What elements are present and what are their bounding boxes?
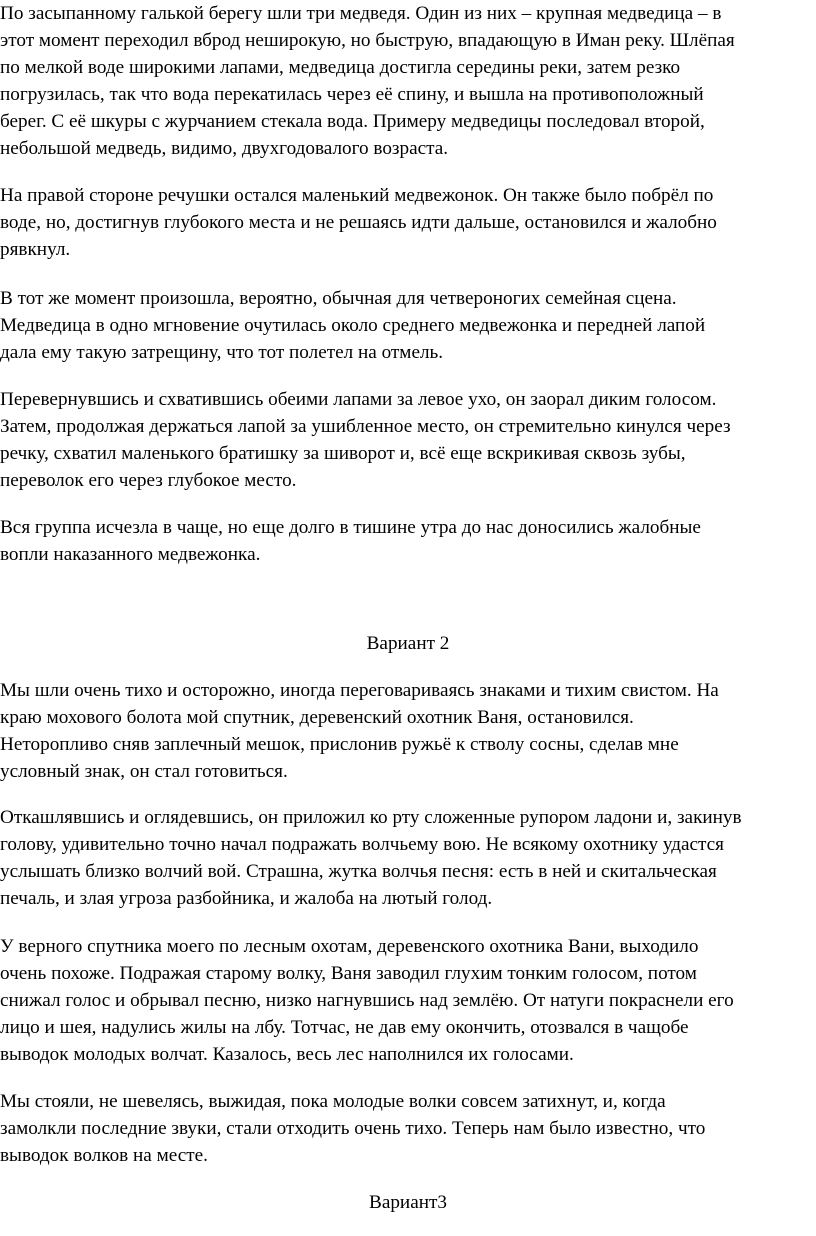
text-line: Мы стояли, не шевелясь, выжидая, пока молодые волки совсем затихнут, и, когда (0, 1091, 666, 1112)
variant2-paragraph-3 (0, 933, 806, 1068)
text-line: На правой стороне речушки остался маленький медвежонок. Он также было побрёл по (0, 185, 714, 206)
text-line: услышать близко волчий вой. Страшна, жутка волчья песня: есть в ней и скитальческая (0, 861, 717, 882)
text-line: Медведица в одно мгновение очутилась около среднего медвежонка и передней лапой (0, 315, 706, 336)
text-line: краю мохового болота мой спутник, деревенский охотник Ваня, остановился. (0, 707, 634, 728)
text-line: выводок волков на месте. (0, 1145, 208, 1166)
text-line: выводок молодых волчат. Казалось, весь лес наполнился их голосами. (0, 1044, 574, 1065)
text-line: снижал голос и обрывал песню, низко нагнувшись над землёю. От натуги покраснели его (0, 990, 734, 1011)
variant2-paragraph-1 (0, 677, 806, 785)
text-line: рявкнул. (0, 239, 71, 260)
text-line: этот момент переходил вброд неширокую, но быструю, впадающую в Иман реку. Шлёпая (0, 30, 735, 51)
variant1-paragraph-5 (0, 514, 806, 568)
text-line: Неторопливо сняв заплечный мешок, прислонив ружьё к стволу сосны, сделав мне (0, 734, 679, 755)
variant1-paragraph-3 (0, 285, 806, 366)
text-line: По засыпанному галькой берегу шли три медведя. Один из них – крупная медведица – в (0, 3, 722, 24)
text-line: по мелкой воде широкими лапами, медведица достигла середины реки, затем резко (0, 57, 681, 78)
text-line: Откашлявшись и оглядевшись, он приложил ко рту сложенные рупором ладони и, закинув (0, 807, 742, 828)
text-line: небольшой медведь, видимо, двухгодовалого возраста. (0, 138, 449, 159)
variant2-paragraph-4 (0, 1088, 806, 1169)
variant1-paragraph-2 (0, 182, 806, 263)
text-line: речку, схватил маленького братишку за шиворот и, всё еще вскрикивая сквозь зубы, (0, 443, 686, 464)
text-line: условный знак, он стал готовиться. (0, 761, 288, 782)
text-line: берег. С её шкуры с журчанием стекала вода. Примеру медведицы последовал второй, (0, 111, 705, 132)
text-line: переволок его через глубокое место. (0, 470, 297, 491)
variant1-paragraph-1 (0, 0, 806, 162)
text-line: Вся группа исчезла в чаще, но еще долго в тишине утра до нас доносились жалобные (0, 517, 701, 538)
variant3-heading: Вариант3 (369, 1192, 447, 1213)
text-line: воде, но, достигнув глубокого места и не решаясь идти дальше, остановился и жалобно (0, 212, 717, 233)
text-line: Перевернувшись и схватившись обеими лапами за левое ухо, он заорал диким голосом. (0, 389, 717, 410)
text-line: погрузилась, так что вода перекатилась через её спину, и вышла на противоположный (0, 84, 704, 105)
text-line: замолкли последние звуки, стали отходить очень тихо. Теперь нам было известно, что (0, 1118, 706, 1139)
text-line: голову, удивительно точно начал подражать волчьему вою. Не всякому охотнику удастся (0, 834, 724, 855)
text-line: лицо и шея, надулись жилы на лбу. Тотчас, не дав ему окончить, отозвался в чащобе (0, 1017, 689, 1038)
text-line: дала ему такую затрещину, что тот полетел на отмель. (0, 342, 444, 363)
text-line: Мы шли очень тихо и осторожно, иногда переговариваясь знаками и тихим свистом. На (0, 680, 719, 701)
variant2-paragraph-2 (0, 804, 806, 912)
variant1-paragraph-4 (0, 386, 806, 494)
text-line: вопли наказанного медвежонка. (0, 544, 261, 565)
text-line: Затем, продолжая держаться лапой за ушибленное место, он стремительно кинулся через (0, 416, 731, 437)
text-line: печаль, и злая угроза разбойника, и жалоба на лютый голод. (0, 888, 493, 909)
variant2-heading: Вариант 2 (366, 633, 450, 654)
text-line: У верного спутника моего по лесным охотам, деревенского охотника Вани, выходило (0, 936, 699, 957)
text-line: В тот же момент произошла, вероятно, обычная для четвероногих семейная сцена. (0, 288, 677, 309)
text-line: очень похоже. Подражая старому волку, Ваня заводил глухим тонким голосом, потом (0, 963, 697, 984)
